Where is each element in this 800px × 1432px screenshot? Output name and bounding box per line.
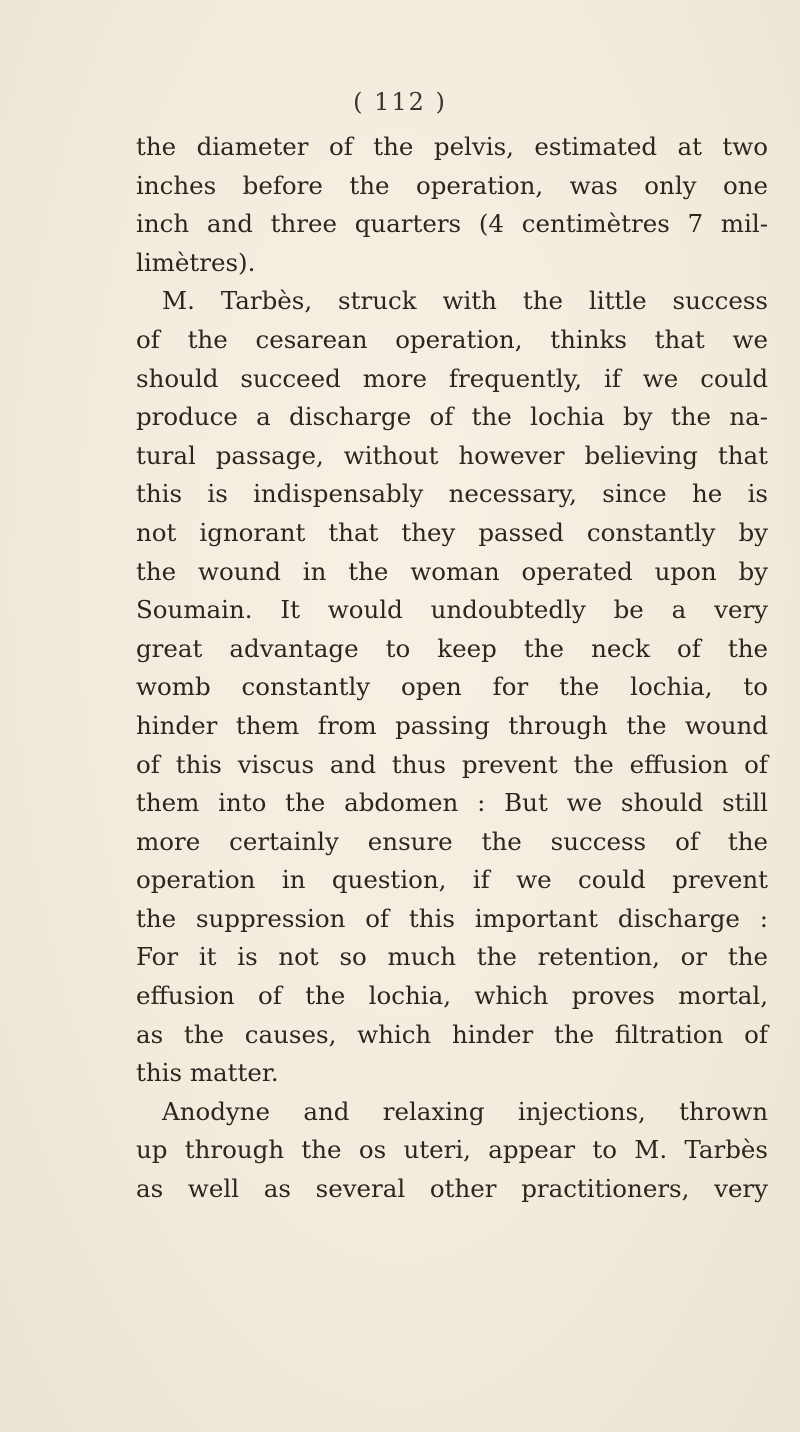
text-line: of this viscus and thus prevent the effusion of <box>136 749 768 779</box>
text-line: inch and three quarters (4 centimètres 7 mil- <box>136 209 768 239</box>
text-line: the diameter of the pelvis, estimated at two <box>136 132 768 161</box>
text-line: of the cesarean operation, thinks that we <box>136 324 768 354</box>
text-line: limètres). <box>136 247 256 277</box>
text-line: M. Tarbès, struck with the little success <box>162 286 768 316</box>
text-line: produce a discharge of the lochia by the na- <box>136 402 768 432</box>
text-line: great advantage to keep the neck of the <box>136 633 768 663</box>
text-line: hinder them from passing through the wound <box>136 710 768 740</box>
page-number: ( 112 ) <box>353 88 447 116</box>
text-line: womb constantly open for the lochia, to <box>136 672 768 702</box>
text-line: For it is not so much the retention, or the <box>136 942 768 972</box>
text-line: effusion of the lochia, which proves mortal, <box>136 981 768 1011</box>
text-line: Soumain. It would undoubtedly be a very <box>136 595 768 625</box>
text-line: this matter. <box>136 1058 279 1088</box>
text-line: more certainly ensure the success of the <box>136 826 768 856</box>
text-line: up through the os uteri, appear to M. Tarbès <box>136 1135 768 1165</box>
text-line: as the causes, which hinder the filtration of <box>136 1019 768 1049</box>
text-line: inches before the operation, was only one <box>136 170 768 200</box>
text-line: should succeed more frequently, if we could <box>136 363 768 393</box>
text-line: operation in question, if we could prevent <box>136 865 768 895</box>
text-line: this is indispensably necessary, since he is <box>136 479 768 509</box>
text-line: Anodyne and relaxing injections, thrown <box>162 1096 768 1126</box>
text-line: not ignorant that they passed constantly by <box>136 517 768 547</box>
text-line: the wound in the woman operated upon by <box>136 556 768 586</box>
body-text <box>136 128 768 1209</box>
text-line: them into the abdomen : But we should still <box>136 788 768 818</box>
text-line: the suppression of this important discharge : <box>136 903 768 933</box>
text-line: as well as several other practitioners, very <box>136 1174 768 1204</box>
text-line: tural passage, without however believing that <box>136 440 768 470</box>
